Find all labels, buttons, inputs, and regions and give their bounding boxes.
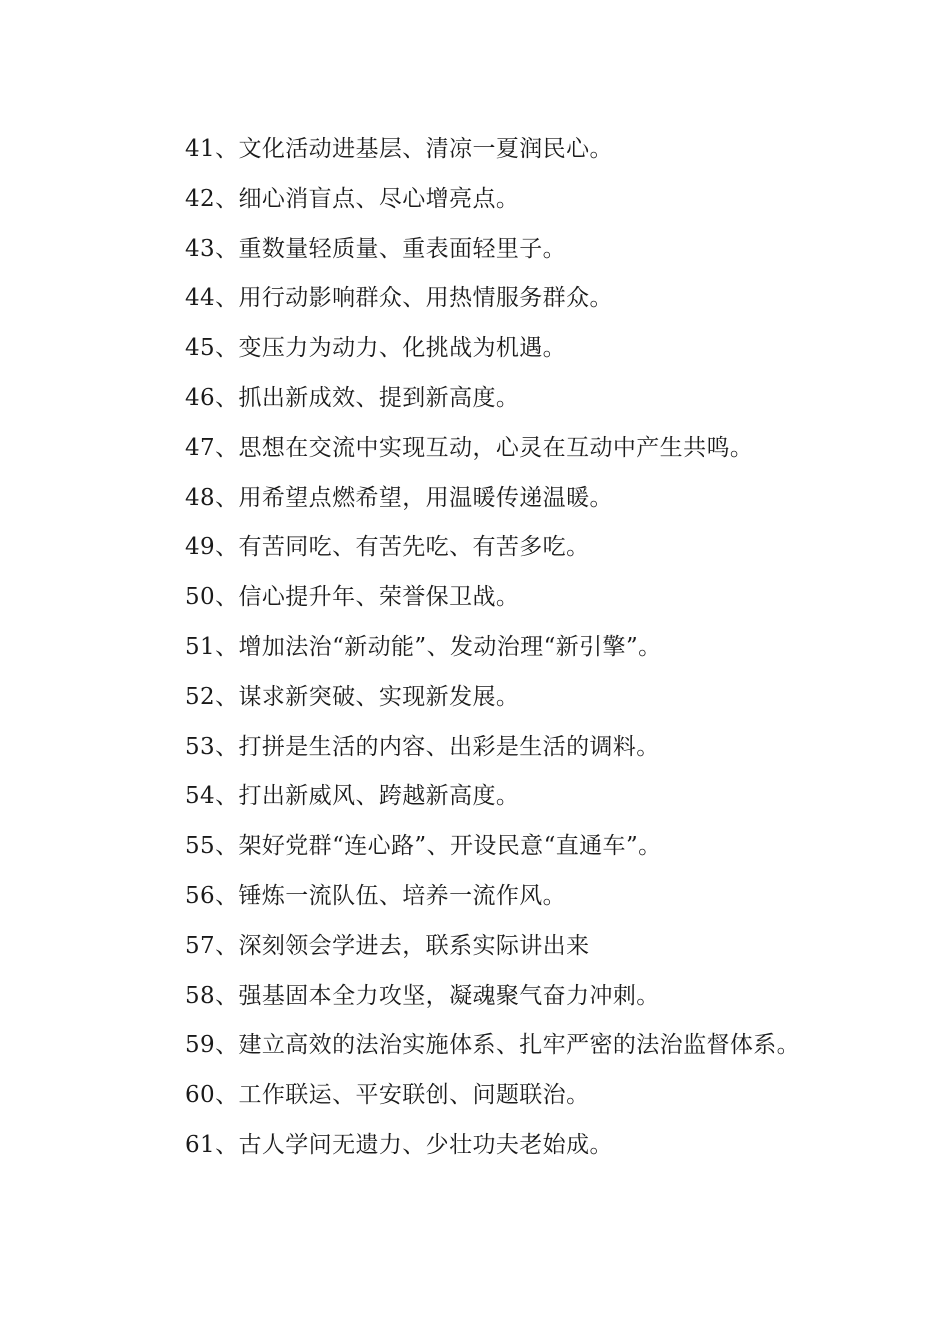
- list-item: 61、古人学问无遗力、少壮功夫老始成。: [185, 1131, 613, 1158]
- list-item: 55、架好党群“连心路”、开设民意“直通车”。: [185, 833, 662, 860]
- list-item: 52、谋求新突破、实现新发展。: [185, 683, 520, 710]
- list-item: 42、细心消盲点、尽心增亮点。: [185, 185, 520, 212]
- list-item: 54、打出新威风、跨越新高度。: [185, 783, 520, 810]
- document-body: [144, 125, 809, 1171]
- list-item: 43、重数量轻质量、重表面轻里子。: [185, 235, 567, 262]
- list-item: 48、用希望点燃希望，用温暖传递温暖。: [185, 484, 613, 511]
- list-item: 58、强基固本全力攻坚，凝魂聚气奋力冲刺。: [185, 982, 660, 1009]
- list-item: 50、信心提升年、荣誉保卫战。: [185, 584, 520, 611]
- list-item: 56、锤炼一流队伍、培养一流作风。: [185, 882, 567, 909]
- list-item: 59、建立高效的法治实施体系、扎牢严密的法治监督体系。: [185, 1032, 801, 1059]
- list-item: 53、打拼是生活的内容、出彩是生活的调料。: [185, 733, 660, 760]
- list-item: 51、增加法治“新动能”、发动治理“新引擎”。: [185, 633, 662, 660]
- list-item: 60、工作联运、平安联创、问题联治。: [185, 1082, 590, 1109]
- list-item: 44、用行动影响群众、用热情服务群众。: [185, 285, 613, 312]
- list-item: 47、思想在交流中实现互动，心灵在互动中产生共鸣。: [185, 434, 754, 461]
- list-item: 57、深刻领会学进去，联系实际讲出来: [185, 932, 590, 959]
- list-item: 46、抓出新成效、提到新高度。: [185, 384, 520, 411]
- list-item: 41、文化活动进基层、清凉一夏润民心。: [185, 136, 613, 162]
- list-item: 45、变压力为动力、化挑战为机遇。: [185, 335, 567, 362]
- list-item: 49、有苦同吃、有苦先吃、有苦多吃。: [185, 534, 590, 561]
